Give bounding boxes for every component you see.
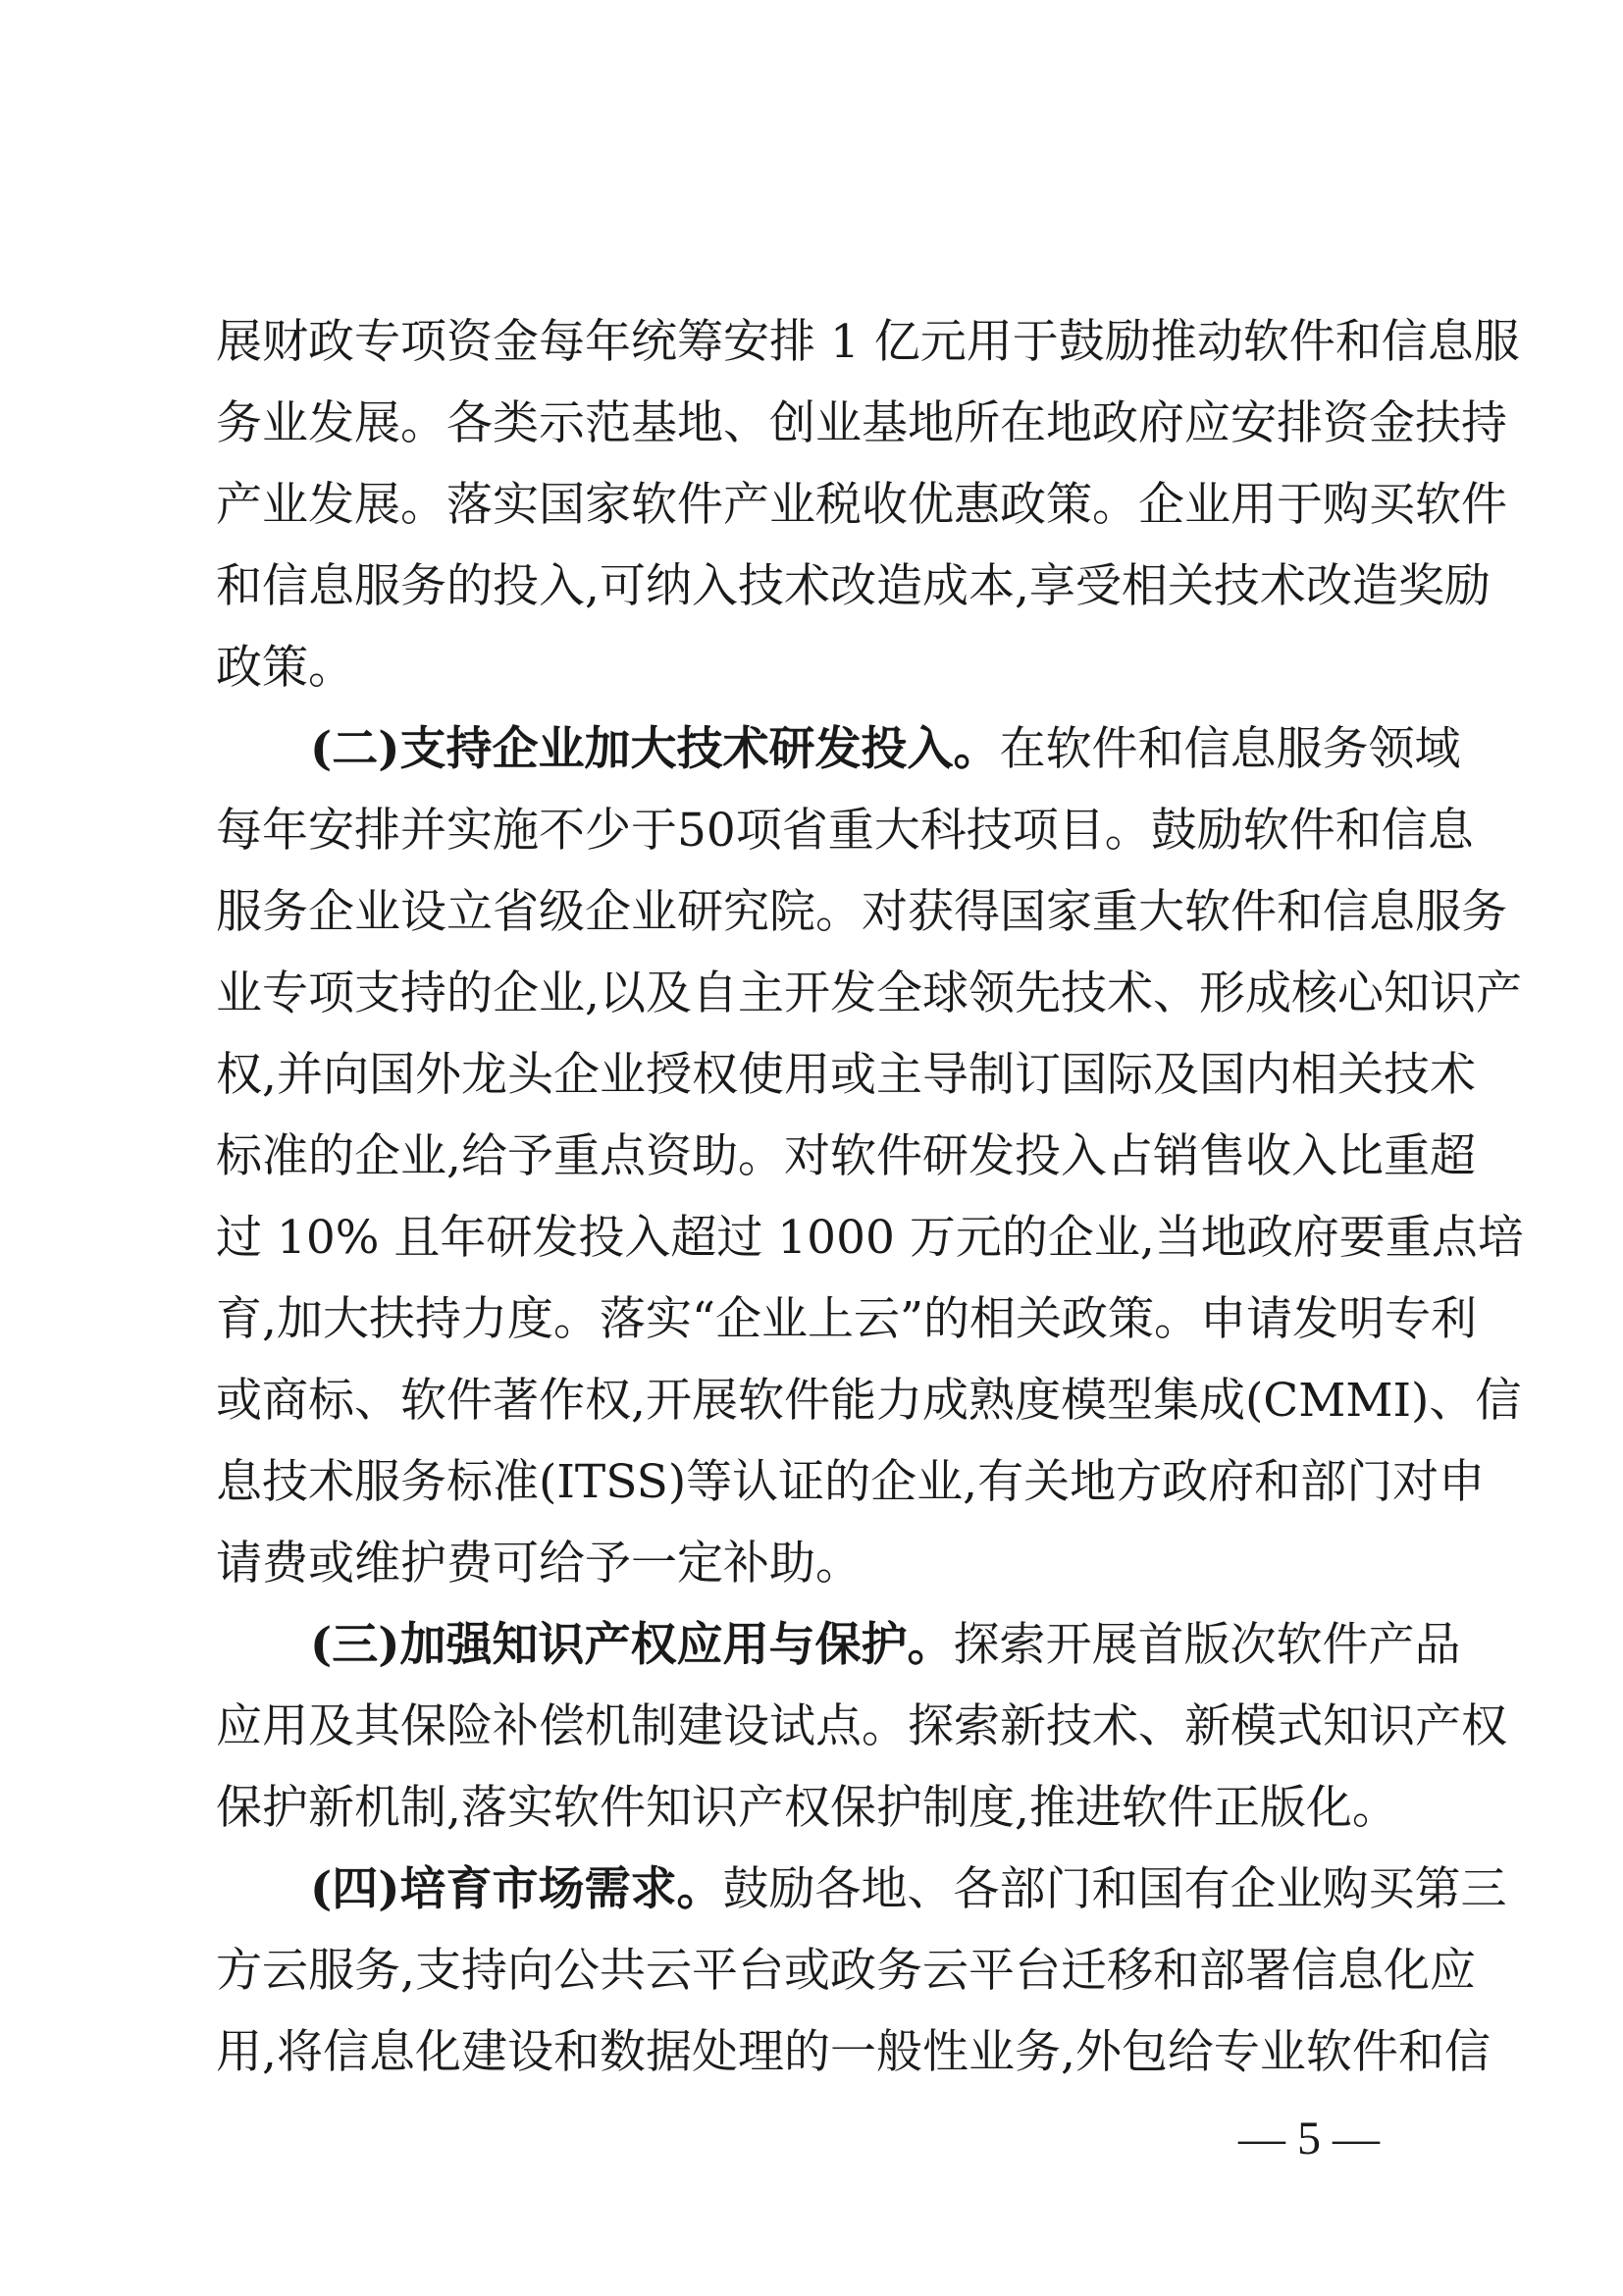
text-line: 务业发展。各类示范基地、创业基地所在地政府应安排资金扶持 bbox=[216, 396, 1507, 450]
text-line: 育,加大扶持力度。落实“企业上云”的相关政策。申请发明专利 bbox=[216, 1292, 1477, 1346]
section-heading-4: (四)培育市场需求。鼓励各地、各部门和国有企业购买第三 bbox=[310, 1862, 1507, 1916]
text-line: 过 10% 且年研发投入超过 1000 万元的企业,当地政府要重点培 bbox=[216, 1211, 1524, 1265]
section-heading-2: (二)支持企业加大技术研发投入。在软件和信息服务领域 bbox=[310, 722, 1461, 776]
text-line: 每年安排并实施不少于50项省重大科技项目。鼓励软件和信息 bbox=[216, 804, 1474, 858]
text-line: 或商标、软件著作权,开展软件能力成熟度模型集成(CMMI)、信 bbox=[216, 1374, 1522, 1428]
text-line: 标准的企业,给予重点资助。对软件研发投入占销售收入比重超 bbox=[216, 1129, 1476, 1183]
text-line: 权,并向国外龙头企业授权使用或主导制订国际及国内相关技术 bbox=[216, 1048, 1476, 1102]
text-line: 应用及其保险补偿机制建设试点。探索新技术、新模式知识产权 bbox=[216, 1699, 1507, 1753]
text-line: 业专项支持的企业,以及自主开发全球领先技术、形成核心知识产 bbox=[216, 966, 1522, 1020]
section-heading-3: (三)加强知识产权应用与保护。探索开展首版次软件产品 bbox=[310, 1618, 1461, 1672]
text-line: 方云服务,支持向公共云平台或政务云平台迁移和部署信息化应 bbox=[216, 1944, 1476, 1998]
section-heading-title: (三)加强知识产权应用与保护。 bbox=[310, 1618, 954, 1672]
page-number: — 5 — bbox=[1238, 2113, 1380, 2165]
text-line: 产业发展。落实国家软件产业税收优惠政策。企业用于购买软件 bbox=[216, 478, 1507, 532]
text-line: 政策。 bbox=[216, 641, 354, 695]
text-line: 请费或维护费可给予一定补助。 bbox=[216, 1537, 862, 1591]
text-line: 展财政专项资金每年统筹安排 1 亿元用于鼓励推动软件和信息服 bbox=[216, 315, 1520, 369]
text-line: 保护新机制,落实软件知识产权保护制度,推进软件正版化。 bbox=[216, 1781, 1398, 1835]
text-line: 用,将信息化建设和数据处理的一般性业务,外包给专业软件和信 bbox=[216, 2025, 1491, 2079]
text-line: 服务企业设立省级企业研究院。对获得国家重大软件和信息服务 bbox=[216, 885, 1507, 939]
text-line: 和信息服务的投入,可纳入技术改造成本,享受相关技术改造奖励 bbox=[216, 559, 1491, 613]
section-heading-title: (四)培育市场需求。 bbox=[310, 1862, 723, 1916]
text-line: 息技术服务标准(ITSS)等认证的企业,有关地方政府和部门对申 bbox=[216, 1455, 1486, 1509]
section-heading-title: (二)支持企业加大技术研发投入。 bbox=[310, 722, 1000, 776]
